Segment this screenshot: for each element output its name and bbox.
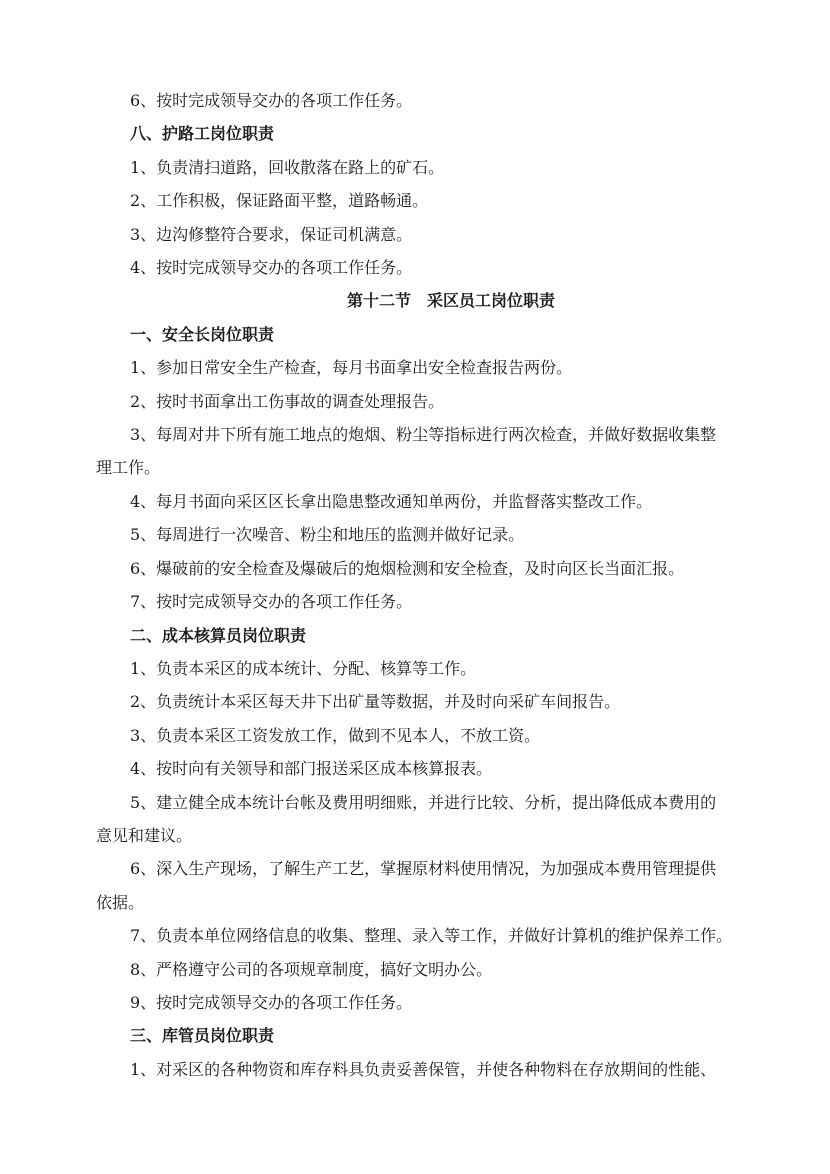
list-item: 6、深入生产现场，了解生产工艺，掌握原材料使用情况，为加强成本费用管理提供 (130, 859, 717, 879)
list-item: 3、每周对井下所有施工地点的炮烟、粉尘等指标进行两次检查，并做好数据收集整 (130, 425, 717, 445)
list-item: 4、每月书面向采区区长拿出隐患整改通知单两份，并监督落实整改工作。 (130, 491, 653, 511)
list-item: 2、负责统计本采区每天井下出矿量等数据，并及时向采矿车间报告。 (130, 692, 621, 712)
list-item: 2、工作积极，保证路面平整，道路畅通。 (130, 191, 429, 211)
list-item: 8、严格遵守公司的各项规章制度，搞好文明办公。 (130, 959, 493, 979)
list-item-continuation: 意见和建议。 (96, 825, 193, 845)
list-item: 6、按时完成领导交办的各项工作任务。 (130, 91, 413, 110)
list-item: 3、负责本采区工资发放工作，做到不见本人，不放工资。 (130, 725, 541, 745)
list-item: 5、建立健全成本统计台帐及费用明细账，并进行比较、分析，提出降低成本费用的 (130, 792, 717, 812)
subsection-heading: 一、安全长岗位职责 (130, 324, 275, 344)
list-item: 3、边沟修整符合要求，保证司机满意。 (130, 224, 413, 244)
list-item: 1、参加日常安全生产检查，每月书面拿出安全检查报告两份。 (130, 358, 573, 378)
list-item: 5、每周进行一次噪音、粉尘和地压的监测并做好记录。 (130, 525, 525, 545)
list-item-continuation: 依据。 (96, 892, 145, 912)
list-item: 1、对采区的各种物资和库存料具负责妥善保管，并使各种物料在存放期间的性能、 (130, 1059, 717, 1079)
list-item: 4、按时向有关领导和部门报送采区成本核算报表。 (130, 759, 493, 779)
list-item: 7、按时完成领导交办的各项工作任务。 (130, 592, 413, 612)
list-item: 1、负责本采区的成本统计、分配、核算等工作。 (130, 658, 477, 678)
subsection-heading: 八、护路工岗位职责 (130, 124, 275, 144)
list-item: 6、爆破前的安全检查及爆破后的炮烟检测和安全检查，及时向区长当面汇报。 (130, 558, 685, 578)
subsection-heading: 三、库管员岗位职责 (130, 1026, 275, 1046)
document-body (96, 84, 756, 1086)
list-item: 1、负责清扫道路，回收散落在路上的矿石。 (130, 157, 445, 177)
list-item: 9、按时完成领导交办的各项工作任务。 (130, 992, 413, 1012)
list-item-continuation: 理工作。 (96, 458, 161, 478)
subsection-heading: 二、成本核算员岗位职责 (130, 625, 307, 645)
list-item: 2、按时书面拿出工伤事故的调查处理报告。 (130, 391, 445, 411)
section-title: 第十二节 采区员工岗位职责 (346, 291, 555, 311)
list-item: 4、按时完成领导交办的各项工作任务。 (130, 258, 413, 278)
list-item: 7、负责本单位网络信息的收集、整理、录入等工作，并做好计算机的维护保养工作。 (130, 926, 733, 946)
